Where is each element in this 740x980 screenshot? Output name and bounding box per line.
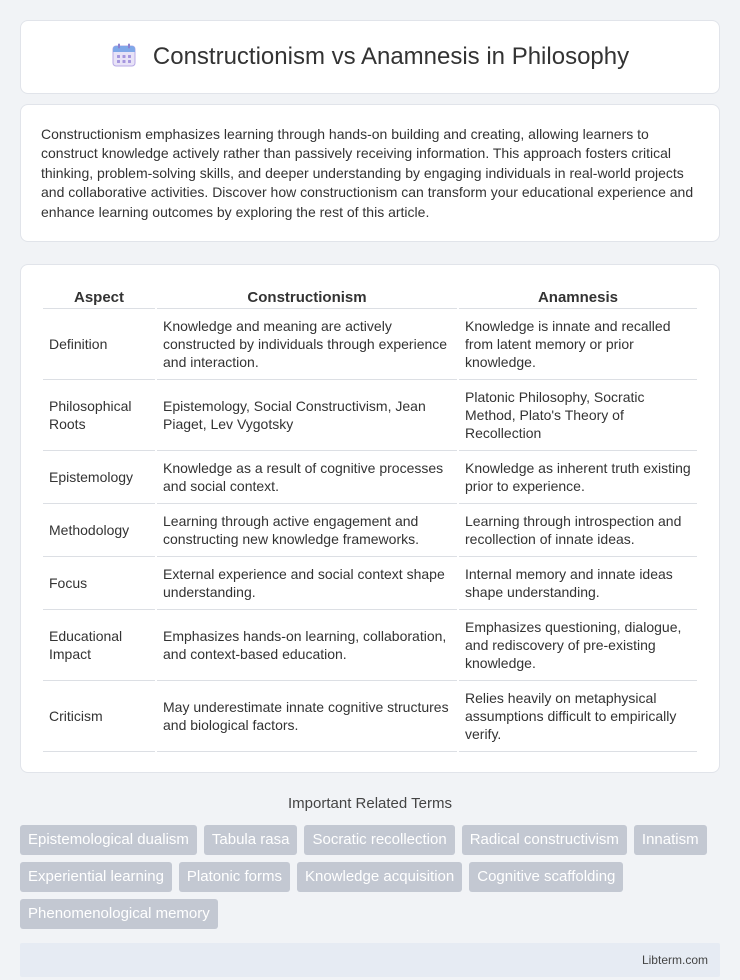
term-tag[interactable]: Knowledge acquisition (297, 862, 462, 892)
row-aspect: Criticism (43, 681, 155, 752)
table-row (43, 309, 697, 380)
row-anamnesis: Relies heavily on metaphysical assumptions difficult to empirically verify. (459, 681, 697, 752)
row-anamnesis: Platonic Philosophy, Socratic Method, Plato's Theory of Recollection (459, 380, 697, 451)
term-tag[interactable]: Innatism (634, 825, 707, 855)
row-aspect: Focus (43, 557, 155, 610)
row-aspect: Epistemology (43, 451, 155, 504)
table-row (43, 451, 697, 504)
header-constructionism: Constructionism (157, 283, 457, 309)
row-constructionism: Epistemology, Social Constructivism, Jean Piaget, Lev Vygotsky (157, 380, 457, 451)
header-aspect: Aspect (43, 283, 155, 309)
intro-text: Constructionism emphasizes learning through hands-on building and creating, allowing learners to construct knowledge actively rather than passively receiving information. This approach fosters critical thinking, problem-solving skills, and deeper understanding by engaging individuals in real-world projects and collaborative activities. Discover how constructionism can transform your educational experience and enhance learning outcomes by exploring the rest of this article. (41, 126, 694, 220)
header-anamnesis: Anamnesis (459, 283, 697, 309)
page-title: Constructionism vs Anamnesis in Philosophy (152, 43, 630, 70)
term-tag[interactable]: Radical constructivism (462, 825, 627, 855)
term-tag[interactable]: Cognitive scaffolding (469, 862, 623, 892)
footer-site-link[interactable]: Libterm.com (641, 953, 708, 968)
term-tag[interactable]: Platonic forms (179, 862, 290, 892)
header-card (20, 20, 720, 94)
row-constructionism: Knowledge as a result of cognitive processes and social context. (157, 451, 457, 504)
term-tag[interactable]: Experiential learning (20, 862, 172, 892)
table-row (43, 681, 697, 752)
row-anamnesis: Knowledge is innate and recalled from latent memory or prior knowledge. (459, 309, 697, 380)
term-tag[interactable]: Socratic recollection (304, 825, 454, 855)
related-terms-list (20, 825, 720, 929)
calendar-icon (111, 42, 137, 73)
row-anamnesis: Knowledge as inherent truth existing prior to experience. (459, 451, 697, 504)
intro-card (20, 104, 720, 242)
comparison-table (41, 283, 699, 752)
table-row (43, 504, 697, 557)
table-header-row (43, 283, 697, 309)
term-tag[interactable]: Phenomenological memory (20, 899, 218, 929)
table-row (43, 380, 697, 451)
term-tag[interactable]: Epistemological dualism (20, 825, 197, 855)
comparison-table-card (20, 264, 720, 773)
table-row (43, 610, 697, 681)
table-row (43, 557, 697, 610)
term-tag[interactable]: Tabula rasa (204, 825, 298, 855)
row-constructionism: May underestimate innate cognitive structures and biological factors. (157, 681, 457, 752)
row-constructionism: Emphasizes hands-on learning, collaboration, and context-based education. (157, 610, 457, 681)
row-anamnesis: Internal memory and innate ideas shape understanding. (459, 557, 697, 610)
row-aspect: Educational Impact (43, 610, 155, 681)
row-aspect: Definition (43, 309, 155, 380)
row-aspect: Philosophical Roots (43, 380, 155, 451)
row-anamnesis: Learning through introspection and recollection of innate ideas. (459, 504, 697, 557)
row-aspect: Methodology (43, 504, 155, 557)
row-constructionism: Knowledge and meaning are actively constructed by individuals through experience and interaction. (157, 309, 457, 380)
footer (20, 943, 720, 977)
row-constructionism: External experience and social context shape understanding. (157, 557, 457, 610)
related-terms-title: Important Related Terms (288, 795, 452, 813)
row-anamnesis: Emphasizes questioning, dialogue, and rediscovery of pre-existing knowledge. (459, 610, 697, 681)
row-constructionism: Learning through active engagement and constructing new knowledge frameworks. (157, 504, 457, 557)
